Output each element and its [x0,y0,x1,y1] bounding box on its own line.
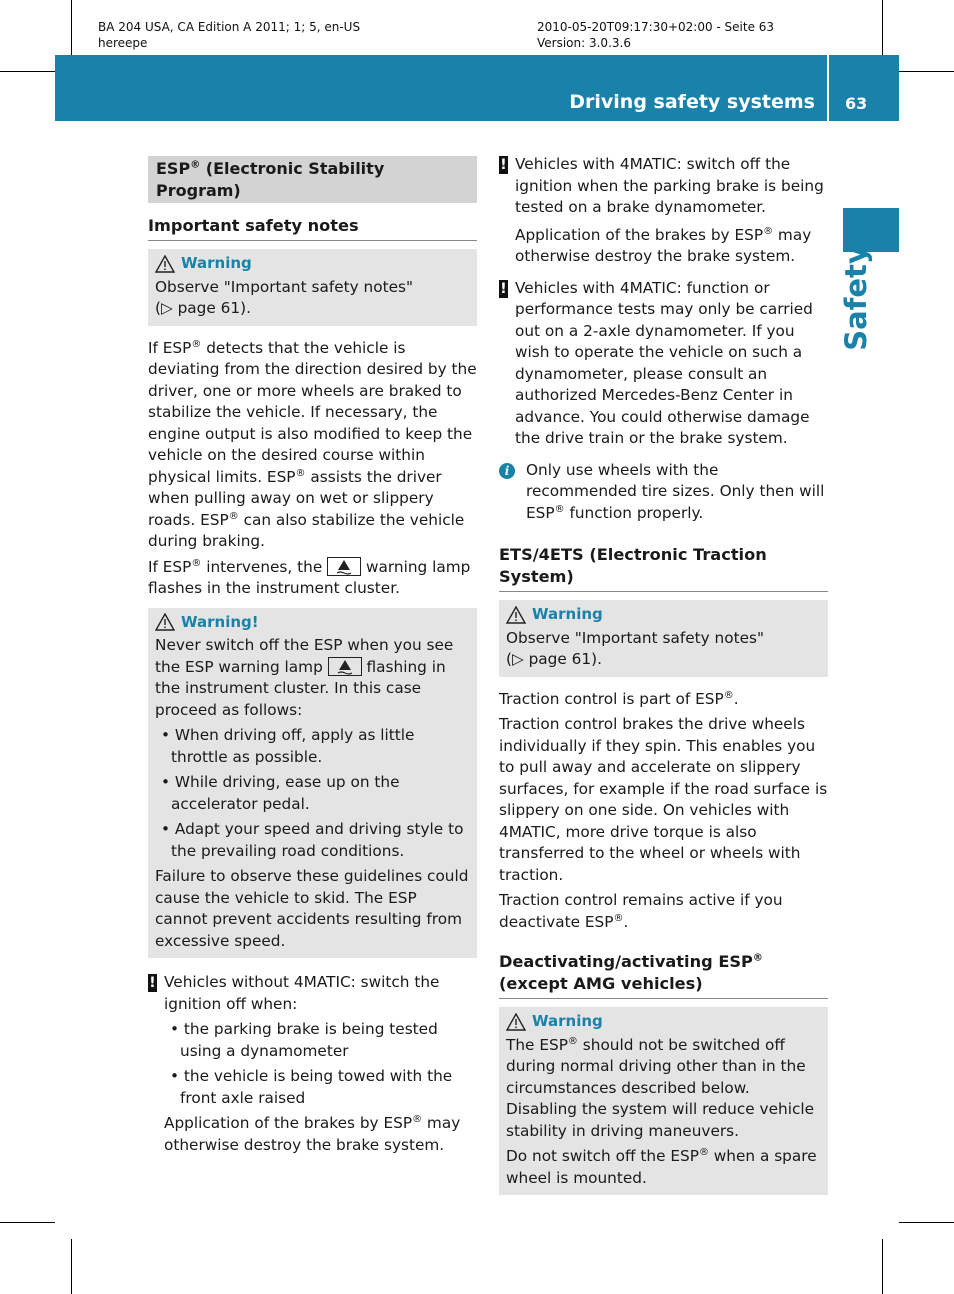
header-divider [827,55,829,121]
warning-label: Warning [532,1012,603,1030]
crop-mark [882,1239,883,1294]
reg-mark: ® [228,510,239,522]
reg-mark: ® [191,338,202,350]
text: If ESP [148,338,192,357]
print-meta-left [98,19,360,51]
page-header [55,55,899,121]
section-title [148,156,477,203]
text: assists the driver when pulling away on wet or slippery roads. ESP [148,467,442,529]
meta-right-line1: 2010-05-20T09:17:30+02:00 - Seite 63 [537,20,775,34]
reg-mark: ® [191,557,202,569]
subheading-ets: ETS/4ETS (Electronic Traction System) [499,544,828,592]
text: . [623,912,629,931]
side-label-text: Safety [839,245,873,351]
warning-heading [155,612,470,634]
note-text [164,1113,477,1156]
page-reference-link[interactable]: (▷ page 61). [506,650,602,668]
warning-triangle-icon [155,255,175,273]
page-reference-link[interactable]: (▷ page 61). [155,299,251,317]
warning-label: Warning [181,254,252,272]
meta-left-line2: hereepe [98,36,148,50]
paragraph [499,890,828,933]
reg-mark: ® [723,689,734,701]
warning-heading [506,604,821,626]
caution-mark-icon: ! [149,975,156,991]
crop-mark [71,1239,72,1294]
warning-triangle-icon [155,613,175,631]
reg-mark: ® [567,1035,578,1047]
esp-warning-lamp-icon [328,657,362,676]
text: Application of the brakes by ESP [164,1114,413,1132]
crop-mark [899,71,954,72]
warning-triangle-icon [506,606,526,624]
warning-label: Warning [532,605,603,623]
reg-mark: ® [613,912,624,924]
reg-mark: ® [752,952,763,964]
caution-note [148,972,477,1156]
section-title-text: (Electronic Stability Program) [156,159,385,200]
warning-text [506,1146,821,1189]
crop-mark [899,1222,954,1223]
text: can also stabilize the vehicle during braking. [148,510,465,550]
crop-mark [882,0,883,55]
text: should not be switched off during normal driving other than in the circumstances described below. Disabling the system will reduce vehicle stability in driving maneuvers. [506,1035,815,1140]
reg-mark: ® [763,225,774,237]
reg-mark: ® [698,1146,709,1158]
bullet-item: • the vehicle is being towed with the front axle raised [164,1066,477,1109]
reg-mark: ® [295,467,306,479]
reg-mark: ® [554,503,565,515]
warning-text [155,635,470,721]
text: The ESP [506,1035,568,1054]
bullet-item: • the parking brake is being tested using a dynamometer [164,1019,477,1062]
text: Traction control is part of ESP [499,689,724,708]
print-meta-right [537,19,774,51]
text: Only use wheels with the recommended tire sizes. Only then will ESP [526,460,825,522]
paragraph: Traction control brakes the drive wheels individually if they spin. This enables you to pull away and accelerate on slippery surfaces, for example if the road surface is slippery on one side. On vehicles with 4MATIC, more drive torque is also transferred to the wheel or wheels with traction. [499,715,828,884]
crop-mark [0,1222,55,1223]
text: Do not switch off the ESP [506,1147,699,1165]
text: flashing in the instrument cluster. In this case proceed as follows: [155,657,446,719]
text: Never switch off the ESP when you see the ESP warning lamp [155,636,454,676]
text: Deactivating/activating ESP [499,952,753,971]
text: may otherwise destroy the brake system. [164,1114,461,1154]
text: . [733,689,739,708]
caution-note [499,278,828,450]
warning-triangle-icon [506,1013,526,1031]
note-text: Vehicles without 4MATIC: switch the ignition off when: [164,973,440,1013]
crop-mark [71,0,72,55]
text: when a spare wheel is mounted. [506,1147,817,1187]
paragraph [148,338,477,553]
chapter-title: Driving safety systems [569,91,815,113]
warning-heading [506,1011,821,1033]
bullet-item: • When driving off, apply as little throttle as possible. [155,725,470,768]
text: (except AMG vehicles) [499,974,703,993]
caution-mark-icon: ! [500,280,507,297]
note-text: Vehicles with 4MATIC: switch off the ignition when the parking brake is being tested on a brake dynamometer. [515,155,824,216]
warning-text: Observe "Important safety notes" [155,277,414,296]
warning-text [506,1035,821,1143]
text: may otherwise destroy the brake system. [515,225,812,265]
paragraph [148,557,477,600]
warning-box [148,249,477,326]
esp-label: ESP [156,159,191,178]
info-icon: i [499,463,515,479]
warning-label: Warning! [181,612,259,631]
meta-right-line2: Version: 3.0.3.6 [537,36,631,50]
text: warning lamp flashes in the instrument cluster. [148,557,471,597]
info-note [499,460,828,525]
reg-mark: ® [412,1113,423,1125]
warning-box [148,608,477,959]
bullet-item: • While driving, ease up on the accelerator pedal. [155,772,470,815]
text: If ESP [148,557,192,576]
page-number: 63 [845,94,868,113]
esp-warning-lamp-icon [327,557,361,576]
warning-heading [155,253,470,275]
side-label [826,245,886,351]
note-text [515,225,828,268]
note-text: Vehicles with 4MATIC: function or performance tests may only be carried out on a 2-axle dynamometer. If you wish to operate the vehicle on such a dynamometer, please consult an authorized Mercedes-Benz Center in advance. You could otherwise damage the drive train or the brake system. [515,278,813,447]
subheading-safety-notes: Important safety notes [148,215,477,241]
text: function properly. [564,503,704,522]
warning-box [499,600,828,677]
right-column [499,154,828,1207]
note-text [526,460,828,525]
warning-text: Observe "Important safety notes" [506,628,765,647]
meta-left-line1: BA 204 USA, CA Edition A 2011; 1; 5, en-US [98,20,361,34]
caution-mark-icon: ! [500,157,507,173]
text: Traction control remains active if you deactivate ESP [499,891,783,931]
crop-mark [0,71,55,72]
subheading-deactivating-esp [499,951,828,999]
bullet-item: • Adapt your speed and driving style to the prevailing road conditions. [155,819,470,862]
paragraph [499,689,828,711]
warning-box [499,1007,828,1195]
caution-note [499,154,828,268]
text: Application of the brakes by ESP [515,225,764,244]
reg-mark: ® [190,159,201,171]
left-column [148,156,477,1160]
text: intervenes, the [201,557,323,576]
text: detects that the vehicle is deviating from the direction desired by the driver, one or more wheels are braked to stabilize the vehicle. If necessary, the engine output is also modified to keep the vehicle on the desired course within physical limits. ESP [148,338,477,486]
warning-text: Failure to observe these guidelines could cause the vehicle to skid. The ESP cannot prevent accidents resulting from excessive speed. [155,867,469,950]
